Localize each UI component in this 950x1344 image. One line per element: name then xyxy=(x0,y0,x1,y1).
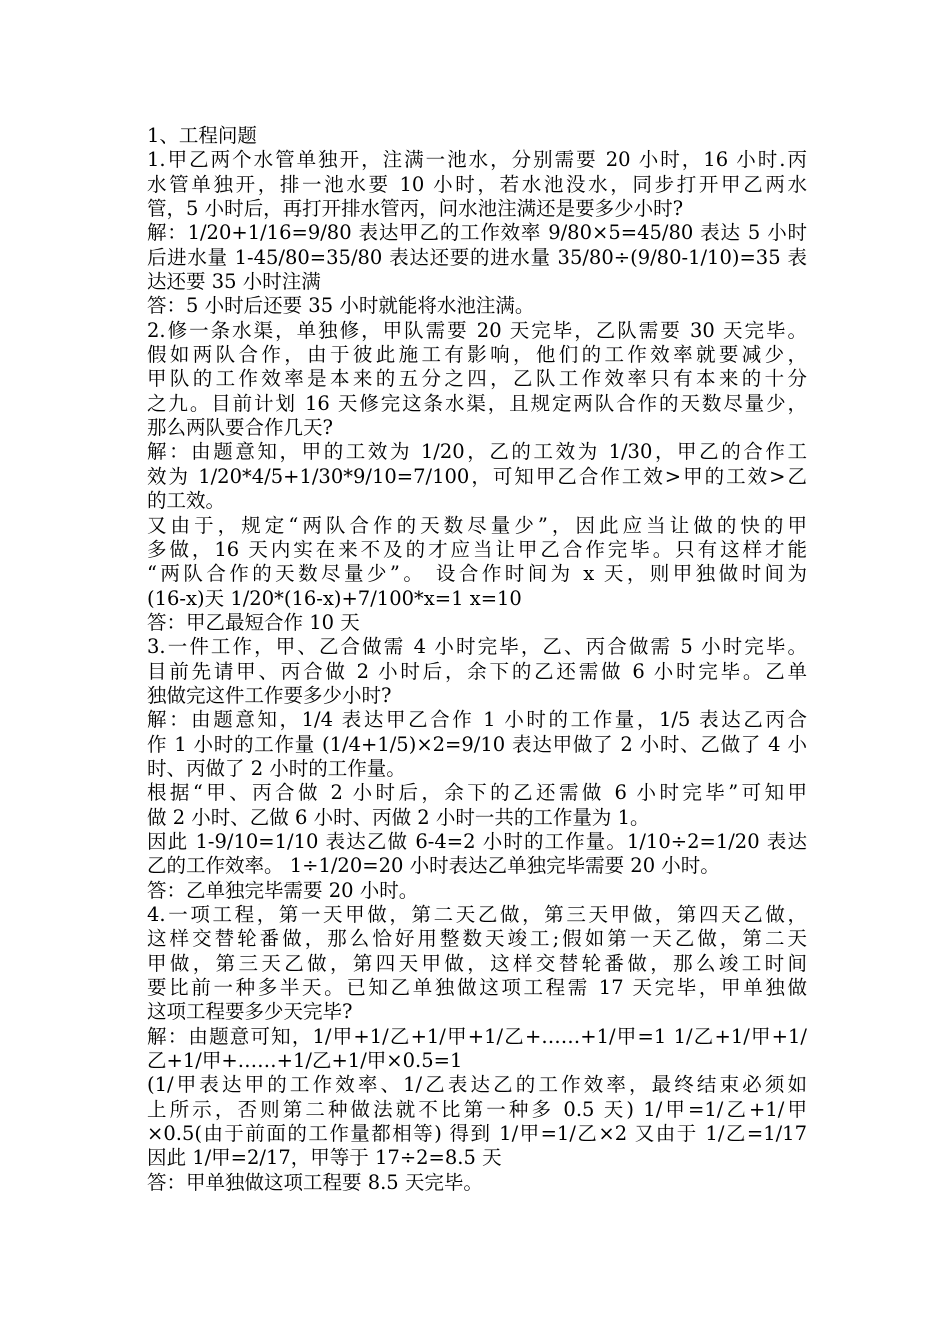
text-line: 那么两队要合作几天? xyxy=(147,416,333,440)
text-line: 的工效。 xyxy=(147,489,226,513)
text-line: 上所示，否则第二种做法就不比第一种多 0.5 天) 1/甲=1/乙+1/甲 xyxy=(147,1097,807,1121)
text-line: 因此 1-9/10=1/10 表达乙做 6-4=2 小时的工作量。1/10÷2=1/20 表达 xyxy=(147,829,807,853)
text-line: (1/甲表达甲的工作效率、1/乙表达乙的工作效率，最终结束必须如 xyxy=(147,1073,807,1097)
text-line: 时、丙做了 2 小时的工作量。 xyxy=(147,756,406,780)
text-line: 解：由题意可知，1/甲+1/乙+1/甲+1/乙+……+1/甲=1 1/乙+1/甲+1/ xyxy=(147,1024,807,1048)
text-line: 答：甲乙最短合作 10 天 xyxy=(147,610,360,634)
text-line: 作 1 小时的工作量 (1/4+1/5)×2=9/10 表达甲做了 2 小时、乙做了 4 小 xyxy=(147,732,807,756)
text-line: 之九。目前计划 16 天修完这条水渠，且规定两队合作的天数尽量少， xyxy=(147,391,807,415)
text-line: 根据“甲、丙合做 2 小时后，余下的乙还需做 6 小时完毕”可知甲 xyxy=(147,781,807,805)
text-line: ×0.5(由于前面的工作量都相等) 得到 1/甲=1/乙×2 又由于 1/乙=1/17 xyxy=(147,1122,807,1146)
text-line: 解：1/20+1/16=9/80 表达甲乙的工作效率 9/80×5=45/80 表达 5 小时 xyxy=(147,221,807,245)
section-title: 1、工程问题 xyxy=(147,124,257,147)
text-line: 因此 1/甲=2/17，甲等于 17÷2=8.5 天 xyxy=(147,1146,502,1170)
text-line: 又由于，规定“两队合作的天数尽量少”，因此应当让做的快的甲 xyxy=(147,513,807,537)
document-page xyxy=(147,124,807,1195)
text-line: 3.一件工作，甲、乙合做需 4 小时完毕，乙、丙合做需 5 小时完毕。 xyxy=(147,635,807,659)
text-line: 目前先请甲、丙合做 2 小时后，余下的乙还需做 6 小时完毕。乙单 xyxy=(147,659,807,683)
text-line: 甲做，第三天乙做，第四天甲做，这样交替轮番做，那么竣工时间 xyxy=(147,951,807,975)
text-line: 做 2 小时、乙做 6 小时、丙做 2 小时一共的工作量为 1。 xyxy=(147,805,650,829)
text-line: 乙+1/甲+……+1/乙+1/甲×0.5=1 xyxy=(147,1049,463,1073)
text-line: 2.修一条水渠，单独修，甲队需要 20 天完毕，乙队需要 30 天完毕。 xyxy=(147,318,807,342)
text-line: (16-x)天 1/20*(16-x)+7/100*x=1 x=10 xyxy=(147,586,522,610)
text-line: 答：甲单独做这项工程要 8.5 天完毕。 xyxy=(147,1170,483,1194)
text-line: 独做完这件工作要多少小时? xyxy=(147,683,392,707)
text-line: 这样交替轮番做，那么恰好用整数天竣工;假如第一天乙做，第二天 xyxy=(147,927,807,951)
text-line: “两队合作的天数尽量少”。 设合作时间为 x 天，则甲独做时间为 xyxy=(147,562,807,586)
text-line: 效为 1/20*4/5+1/30*9/10=7/100，可知甲乙合作工效>甲的工效>乙 xyxy=(147,464,807,488)
text-line: 解：由题意知，1/4 表达甲乙合作 1 小时的工作量，1/5 表达乙丙合 xyxy=(147,708,807,732)
text-line: 甲队的工作效率是本来的五分之四，乙队工作效率只有本来的十分 xyxy=(147,367,807,391)
text-line: 1.甲乙两个水管单独开，注满一池水，分别需要 20 小时，16 小时.丙 xyxy=(147,148,807,172)
text-line: 管，5 小时后，再打开排水管丙，问水池注满还是要多少小时? xyxy=(147,197,684,221)
text-line: 要比前一种多半天。已知乙单独做这项工程需 17 天完毕，甲单独做 xyxy=(147,976,807,1000)
document-body xyxy=(147,148,807,1195)
text-line: 后进水量 1-45/80=35/80 表达还要的进水量 35/80÷(9/80-1/10)=35 表 xyxy=(147,245,807,269)
text-line: 这项工程要多少天完毕? xyxy=(147,1000,353,1024)
text-line: 解：由题意知，甲的工效为 1/20，乙的工效为 1/30，甲乙的合作工 xyxy=(147,440,807,464)
text-line: 乙的工作效率。 1÷1/20=20 小时表达乙单独完毕需要 20 小时。 xyxy=(147,854,720,878)
text-line: 水管单独开，排一池水要 10 小时，若水池没水，同步打开甲乙两水 xyxy=(147,172,807,196)
text-line: 多做，16 天内实在来不及的才应当让甲乙合作完毕。只有这样才能 xyxy=(147,537,807,561)
text-line: 达还要 35 小时注满 xyxy=(147,270,321,294)
text-line: 假如两队合作，由于彼此施工有影响，他们的工作效率就要减少， xyxy=(147,343,807,367)
text-line: 答：乙单独完毕需要 20 小时。 xyxy=(147,878,419,902)
text-line: 答：5 小时后还要 35 小时就能将水池注满。 xyxy=(147,294,535,318)
text-line: 4.一项工程，第一天甲做，第二天乙做，第三天甲做，第四天乙做， xyxy=(147,903,807,926)
